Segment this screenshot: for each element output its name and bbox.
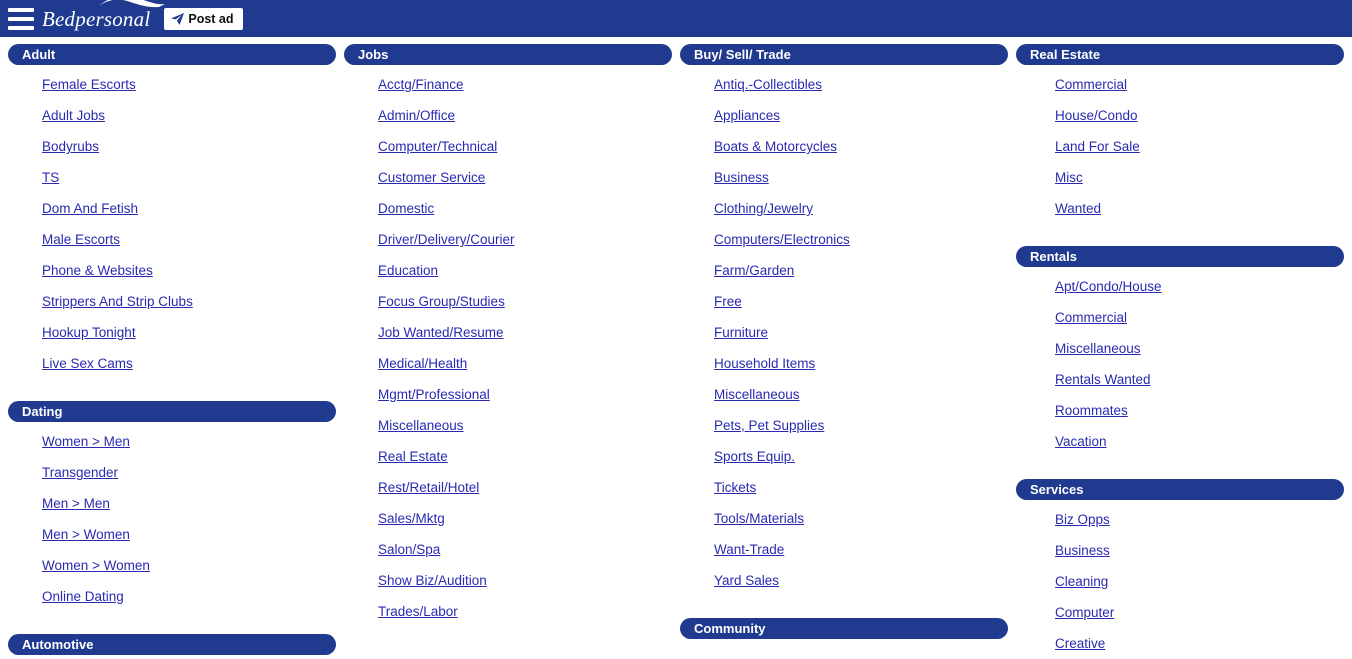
link-household-items[interactable]: Household Items	[714, 356, 816, 371]
list-item	[378, 565, 672, 596]
link-trades-labor[interactable]: Trades/Labor	[378, 604, 458, 619]
link-cleaning[interactable]: Cleaning	[1055, 574, 1109, 589]
link-list-real-estate	[1016, 69, 1344, 224]
link-boats-motorcycles[interactable]: Boats & Motorcycles	[714, 139, 838, 154]
list-item	[714, 131, 1008, 162]
link-men-women[interactable]: Men > Women	[42, 527, 130, 542]
list-item	[378, 224, 672, 255]
link-list-buy-sell-trade	[680, 69, 1008, 596]
list-item	[378, 379, 672, 410]
link-computer-technical[interactable]: Computer/Technical	[378, 139, 498, 154]
list-item	[714, 441, 1008, 472]
link-appliances[interactable]: Appliances	[714, 108, 781, 123]
link-roommates[interactable]: Roommates	[1055, 403, 1128, 418]
link-rentals-wanted[interactable]: Rentals Wanted	[1055, 372, 1151, 387]
list-item	[714, 348, 1008, 379]
link-business-services[interactable]: Business	[1055, 543, 1110, 558]
link-phone-and-websites[interactable]: Phone & Websites	[42, 263, 153, 278]
link-women-men[interactable]: Women > Men	[42, 434, 130, 449]
link-women-women[interactable]: Women > Women	[42, 558, 150, 573]
list-item	[42, 131, 336, 162]
link-female-escorts[interactable]: Female Escorts	[42, 77, 136, 92]
link-clothing-jewelry[interactable]: Clothing/Jewelry	[714, 201, 814, 216]
list-item	[378, 131, 672, 162]
list-item	[1055, 504, 1344, 535]
link-yard-sales[interactable]: Yard Sales	[714, 573, 780, 588]
link-mgmt-professional[interactable]: Mgmt/Professional	[378, 387, 490, 402]
link-rest-retail-hotel[interactable]: Rest/Retail/Hotel	[378, 480, 480, 495]
link-hookup-tonight[interactable]: Hookup Tonight	[42, 325, 136, 340]
link-customer-service[interactable]: Customer Service	[378, 170, 486, 185]
link-miscellaneous-jobs[interactable]: Miscellaneous	[378, 418, 464, 433]
hamburger-bar-2	[8, 17, 34, 21]
hamburger-bar-1	[8, 8, 34, 12]
link-furniture[interactable]: Furniture	[714, 325, 769, 340]
post-ad-button[interactable]	[164, 8, 242, 30]
link-pets-pet-supplies[interactable]: Pets, Pet Supplies	[714, 418, 825, 433]
list-item	[378, 69, 672, 100]
link-list-services	[1016, 504, 1344, 659]
list-item	[1055, 333, 1344, 364]
link-list-rentals	[1016, 271, 1344, 457]
link-want-trade[interactable]: Want-Trade	[714, 542, 785, 557]
list-item	[714, 565, 1008, 596]
link-land-for-sale[interactable]: Land For Sale	[1055, 139, 1140, 154]
section-header-automotive[interactable]: Automotive	[8, 634, 336, 655]
list-item	[714, 534, 1008, 565]
link-medical-health[interactable]: Medical/Health	[378, 356, 468, 371]
link-sports-equip[interactable]: Sports Equip.	[714, 449, 796, 464]
link-job-wanted-resume[interactable]: Job Wanted/Resume	[378, 325, 504, 340]
link-strippers-and-strip-clubs[interactable]: Strippers And Strip Clubs	[42, 294, 193, 309]
section-header-community[interactable]: Community	[680, 618, 1008, 639]
section-header-real-estate[interactable]: Real Estate	[1016, 44, 1344, 65]
list-item	[714, 286, 1008, 317]
section-header-services[interactable]: Services	[1016, 479, 1344, 500]
list-item	[42, 255, 336, 286]
list-item	[714, 410, 1008, 441]
list-item	[42, 519, 336, 550]
list-item	[1055, 69, 1344, 100]
paper-plane-icon	[171, 13, 184, 25]
list-item	[1055, 131, 1344, 162]
link-acctg-finance[interactable]: Acctg/Finance	[378, 77, 464, 92]
list-item	[378, 162, 672, 193]
link-free[interactable]: Free	[714, 294, 742, 309]
link-bodyrubs[interactable]: Bodyrubs	[42, 139, 100, 154]
post-ad-label: Post ad	[188, 11, 234, 26]
list-item	[378, 193, 672, 224]
list-item	[378, 348, 672, 379]
list-item	[1055, 535, 1344, 566]
list-item	[1055, 566, 1344, 597]
link-apt-condo-house[interactable]: Apt/Condo/House	[1055, 279, 1162, 294]
list-item	[42, 224, 336, 255]
link-transgender[interactable]: Transgender	[42, 465, 119, 480]
list-item	[378, 255, 672, 286]
list-item	[42, 348, 336, 379]
column-jobs	[344, 44, 672, 627]
link-farm-garden[interactable]: Farm/Garden	[714, 263, 795, 278]
list-item	[42, 100, 336, 131]
list-item	[1055, 597, 1344, 628]
list-item	[42, 286, 336, 317]
list-item	[714, 100, 1008, 131]
list-item	[378, 317, 672, 348]
link-list-jobs	[344, 69, 672, 627]
link-commercial-rentals[interactable]: Commercial	[1055, 310, 1128, 325]
link-dom-and-fetish[interactable]: Dom And Fetish	[42, 201, 139, 216]
link-adult-jobs[interactable]: Adult Jobs	[42, 108, 106, 123]
list-item	[42, 426, 336, 457]
link-real-estate-jobs[interactable]: Real Estate	[378, 449, 448, 464]
list-item	[42, 581, 336, 612]
link-antiq-collectibles[interactable]: Antiq.-Collectibles	[714, 77, 823, 92]
list-item	[378, 100, 672, 131]
section-header-buy-sell-trade[interactable]: Buy/ Sell/ Trade	[680, 44, 1008, 65]
link-computers-electronics[interactable]: Computers/Electronics	[714, 232, 850, 247]
link-men-men[interactable]: Men > Men	[42, 496, 110, 511]
link-sales-mktg[interactable]: Sales/Mktg	[378, 511, 445, 526]
category-columns	[0, 37, 1352, 659]
list-item	[714, 472, 1008, 503]
list-item	[378, 534, 672, 565]
list-item	[714, 317, 1008, 348]
top-bar	[0, 0, 1352, 37]
link-business-bst[interactable]: Business	[714, 170, 769, 185]
list-item	[42, 69, 336, 100]
section-header-dating[interactable]: Dating	[8, 401, 336, 422]
link-online-dating[interactable]: Online Dating	[42, 589, 124, 604]
site-logo[interactable]	[42, 5, 150, 32]
hamburger-menu-icon[interactable]	[8, 8, 34, 30]
link-tickets[interactable]: Tickets	[714, 480, 757, 495]
hamburger-bar-3	[8, 26, 34, 30]
list-item	[378, 503, 672, 534]
list-item	[714, 193, 1008, 224]
list-item	[1055, 302, 1344, 333]
link-education[interactable]: Education	[378, 263, 439, 278]
link-miscellaneous-bst[interactable]: Miscellaneous	[714, 387, 800, 402]
link-wanted-re[interactable]: Wanted	[1055, 201, 1102, 216]
list-item	[714, 255, 1008, 286]
link-ts[interactable]: TS	[42, 170, 60, 185]
link-computer-services[interactable]: Computer	[1055, 605, 1115, 620]
list-item	[378, 472, 672, 503]
link-focus-group-studies[interactable]: Focus Group/Studies	[378, 294, 505, 309]
list-item	[1055, 100, 1344, 131]
list-item	[1055, 628, 1344, 659]
section-header-jobs[interactable]: Jobs	[344, 44, 672, 65]
list-item	[378, 596, 672, 627]
list-item	[1055, 364, 1344, 395]
link-miscellaneous-rentals[interactable]: Miscellaneous	[1055, 341, 1141, 356]
list-item	[714, 162, 1008, 193]
list-item	[714, 69, 1008, 100]
link-list-dating	[8, 426, 336, 612]
link-commercial-re[interactable]: Commercial	[1055, 77, 1128, 92]
link-salon-spa[interactable]: Salon/Spa	[378, 542, 441, 557]
list-item	[378, 441, 672, 472]
column-real-estate-rentals-services	[1016, 44, 1344, 659]
link-creative[interactable]: Creative	[1055, 636, 1106, 651]
link-admin-office[interactable]: Admin/Office	[378, 108, 456, 123]
link-male-escorts[interactable]: Male Escorts	[42, 232, 121, 247]
link-vacation[interactable]: Vacation	[1055, 434, 1107, 449]
list-item	[378, 410, 672, 441]
list-item	[1055, 162, 1344, 193]
link-live-sex-cams[interactable]: Live Sex Cams	[42, 356, 133, 371]
list-item	[714, 503, 1008, 534]
list-item	[42, 193, 336, 224]
link-biz-opps[interactable]: Biz Opps	[1055, 512, 1110, 527]
link-misc-re[interactable]: Misc	[1055, 170, 1083, 185]
list-item	[378, 286, 672, 317]
list-item	[42, 488, 336, 519]
site-logo-text: Bedpersonal	[42, 7, 151, 31]
link-driver-delivery-courier[interactable]: Driver/Delivery/Courier	[378, 232, 515, 247]
list-item	[714, 224, 1008, 255]
list-item	[714, 379, 1008, 410]
link-list-adult	[8, 69, 336, 379]
column-adult-dating	[8, 44, 336, 659]
column-buy-sell-trade	[680, 44, 1008, 643]
list-item	[1055, 395, 1344, 426]
link-house-condo[interactable]: House/Condo	[1055, 108, 1138, 123]
section-header-rentals[interactable]: Rentals	[1016, 246, 1344, 267]
list-item	[42, 162, 336, 193]
section-header-adult[interactable]: Adult	[8, 44, 336, 65]
list-item	[42, 457, 336, 488]
link-show-biz-audition[interactable]: Show Biz/Audition	[378, 573, 487, 588]
link-tools-materials[interactable]: Tools/Materials	[714, 511, 805, 526]
list-item	[42, 317, 336, 348]
list-item	[1055, 271, 1344, 302]
link-domestic[interactable]: Domestic	[378, 201, 435, 216]
list-item	[1055, 193, 1344, 224]
list-item	[1055, 426, 1344, 457]
list-item	[42, 550, 336, 581]
